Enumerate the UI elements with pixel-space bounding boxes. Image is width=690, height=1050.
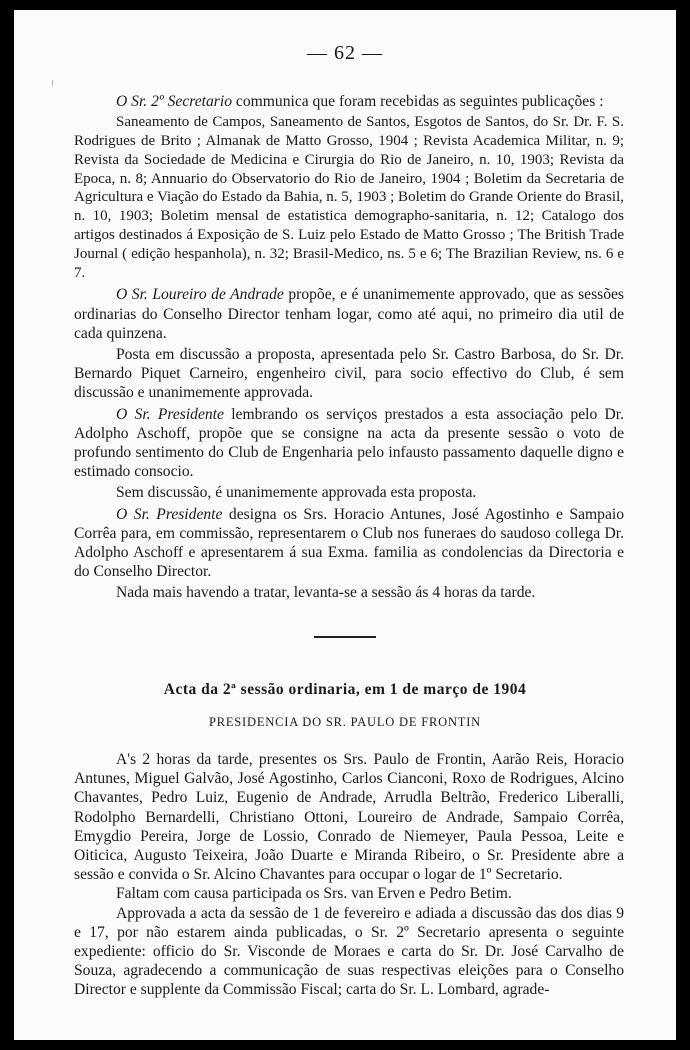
- speaker-name: O Sr. Presidente: [116, 505, 223, 523]
- paragraph-text: propõe, e é unanimemente approvado, que as sessões ordinarias do Conselho Director tenham logar, como até aqui, no primeiro dia util de cada quinzena.: [74, 286, 624, 342]
- paragraph-absences: Faltam com causa participada os Srs. van Erven e Pedro Betim.: [116, 885, 512, 903]
- margin-mark: [52, 80, 53, 86]
- speaker-name: O Sr. Loureiro de Andrade: [116, 286, 284, 304]
- acta-body: [74, 750, 624, 1000]
- paragraph-closing: Nada mais havendo a tratar, levanta-se a sessão ás 4 horas da tarde.: [116, 584, 536, 602]
- paragraph-attendance: A's 2 horas da tarde, presentes os Srs. Paulo de Frontin, Aarão Reis, Horacio Antunes, Miguel Galvão, José Agostinho, Carlos Cianconi, Roxo de Rodrigues, Alcino Chavantes, Pedro Luiz, Eugenio de Andrade, Arrudla Beltrão, Frederico Liberalli, Rodolpho Bernardelli, Christiano Ottoni, Loureiro de Andrade, Sampaio Corrêa, Emygdio Pereira, Jorge de Lossio, Conrado de Niemeyer, Paula Pessoa, Leite e Oiticica, Augusto Teixeira, João Duarte e Miranda Ribeiro, o Sr. Presidente abre a sessão e convida o Sr. Alcino Chavantes para occupar o logar de 1º Secretario.: [74, 751, 624, 884]
- paragraph-loureiro-proposal: [74, 285, 624, 343]
- paragraph-membership-approval: Posta em discussão a proposta, apresentada pelo Sr. Castro Barbosa, do Sr. Dr. Bernardo Piquet Carneiro, engenheiro civil, para socio effectivo do Club, é sem discussão e unanimemente approvada.: [74, 345, 624, 402]
- paragraph-publications-list: Saneamento de Campos, Saneamento de Santos, Esgotos de Santos, do Sr. Dr. F. S. Rodrigues de Brito ; Almanak de Matto Grosso, 1904 ; Revista Academica Militar, n. 9; Revista da Sociedade de Medicina e Cirurgia do Rio de Janeiro, n. 10, 1903; Revista da Epoca, n. 8; Annuario do Observatorio do Rio de Janeiro, 1904 ; Boletim da Secretaria de Agricultura e Viação do Estado da Bahia, n. 5, 1903 ; Boletim do Grande Oriente do Brasil, n. 10, 1903; Boletim mensal de estatistica demographo-sanitaria, n. 12; Catalogo dos artigos destinados á Exposição de S. Luiz pelo Estado de Matto Grosso ; The British Trade Journal ( edição hespanhola), n. 32; Brasil-Medico, ns. 5 e 6; The Brazilian Review, ns. 6 e 7.: [74, 114, 624, 281]
- presidency-subheading: PRESIDENCIA DO SR. PAULO DE FRONTIN: [208, 715, 481, 729]
- paragraph-text: communica que foram recebidas as seguintes publicações :: [232, 93, 604, 110]
- paragraph-president-tribute: [74, 405, 624, 482]
- acta-heading: Acta da 2ª sessão ordinaria, em 1 de março de 1904: [163, 681, 527, 698]
- page-number: — 62 —: [307, 42, 383, 64]
- paragraph-expediente: Approvada a acta da sessão de 1 de fevereiro e adiada a discussão das dos dias 9 e 17, por não estarem ainda publicadas, o Sr. 2º Secretario apresenta o seguinte expediente: officio do Sr. Visconde de Moraes e carta do Sr. Dr. José Carvalho de Souza, agradecendo a communicação de suas respectivas eleições para o Conselho Director e supplente da Commissão Fiscal; carta do Sr. L. Lombard, agrade-: [74, 904, 624, 999]
- paragraph-text: lembrando os serviços prestados a esta associação pelo Dr. Adolpho Aschoff, propõe que se consigne na acta da presente sessão o voto de profundo sentimento do Club de Engenharia pelo infausto passamento daquelle digno e estimado consocio.: [74, 405, 625, 481]
- document-page: [14, 10, 676, 1040]
- paragraph-secretary-communication: [74, 92, 624, 111]
- section-divider: [314, 636, 376, 638]
- paragraph-approval: Sem discussão, é unanimemente approvada esta proposta.: [116, 484, 477, 502]
- speaker-name: O Sr. 2º Secretario: [116, 93, 233, 110]
- paragraph-text: designa os Srs. Horacio Antunes, José Agostinho e Sampaio Corrêa para, em commissão, representarem o Club nos funeraes do saudoso collega Dr. Adolpho Aschoff e apresentarem á sua Exma. familia as condolencias da Directoria e do Conselho Director.: [74, 505, 624, 581]
- speaker-name: O Sr. Presidente: [116, 405, 224, 423]
- paragraph-commission: [74, 505, 624, 582]
- minutes-continuation: [74, 92, 624, 603]
